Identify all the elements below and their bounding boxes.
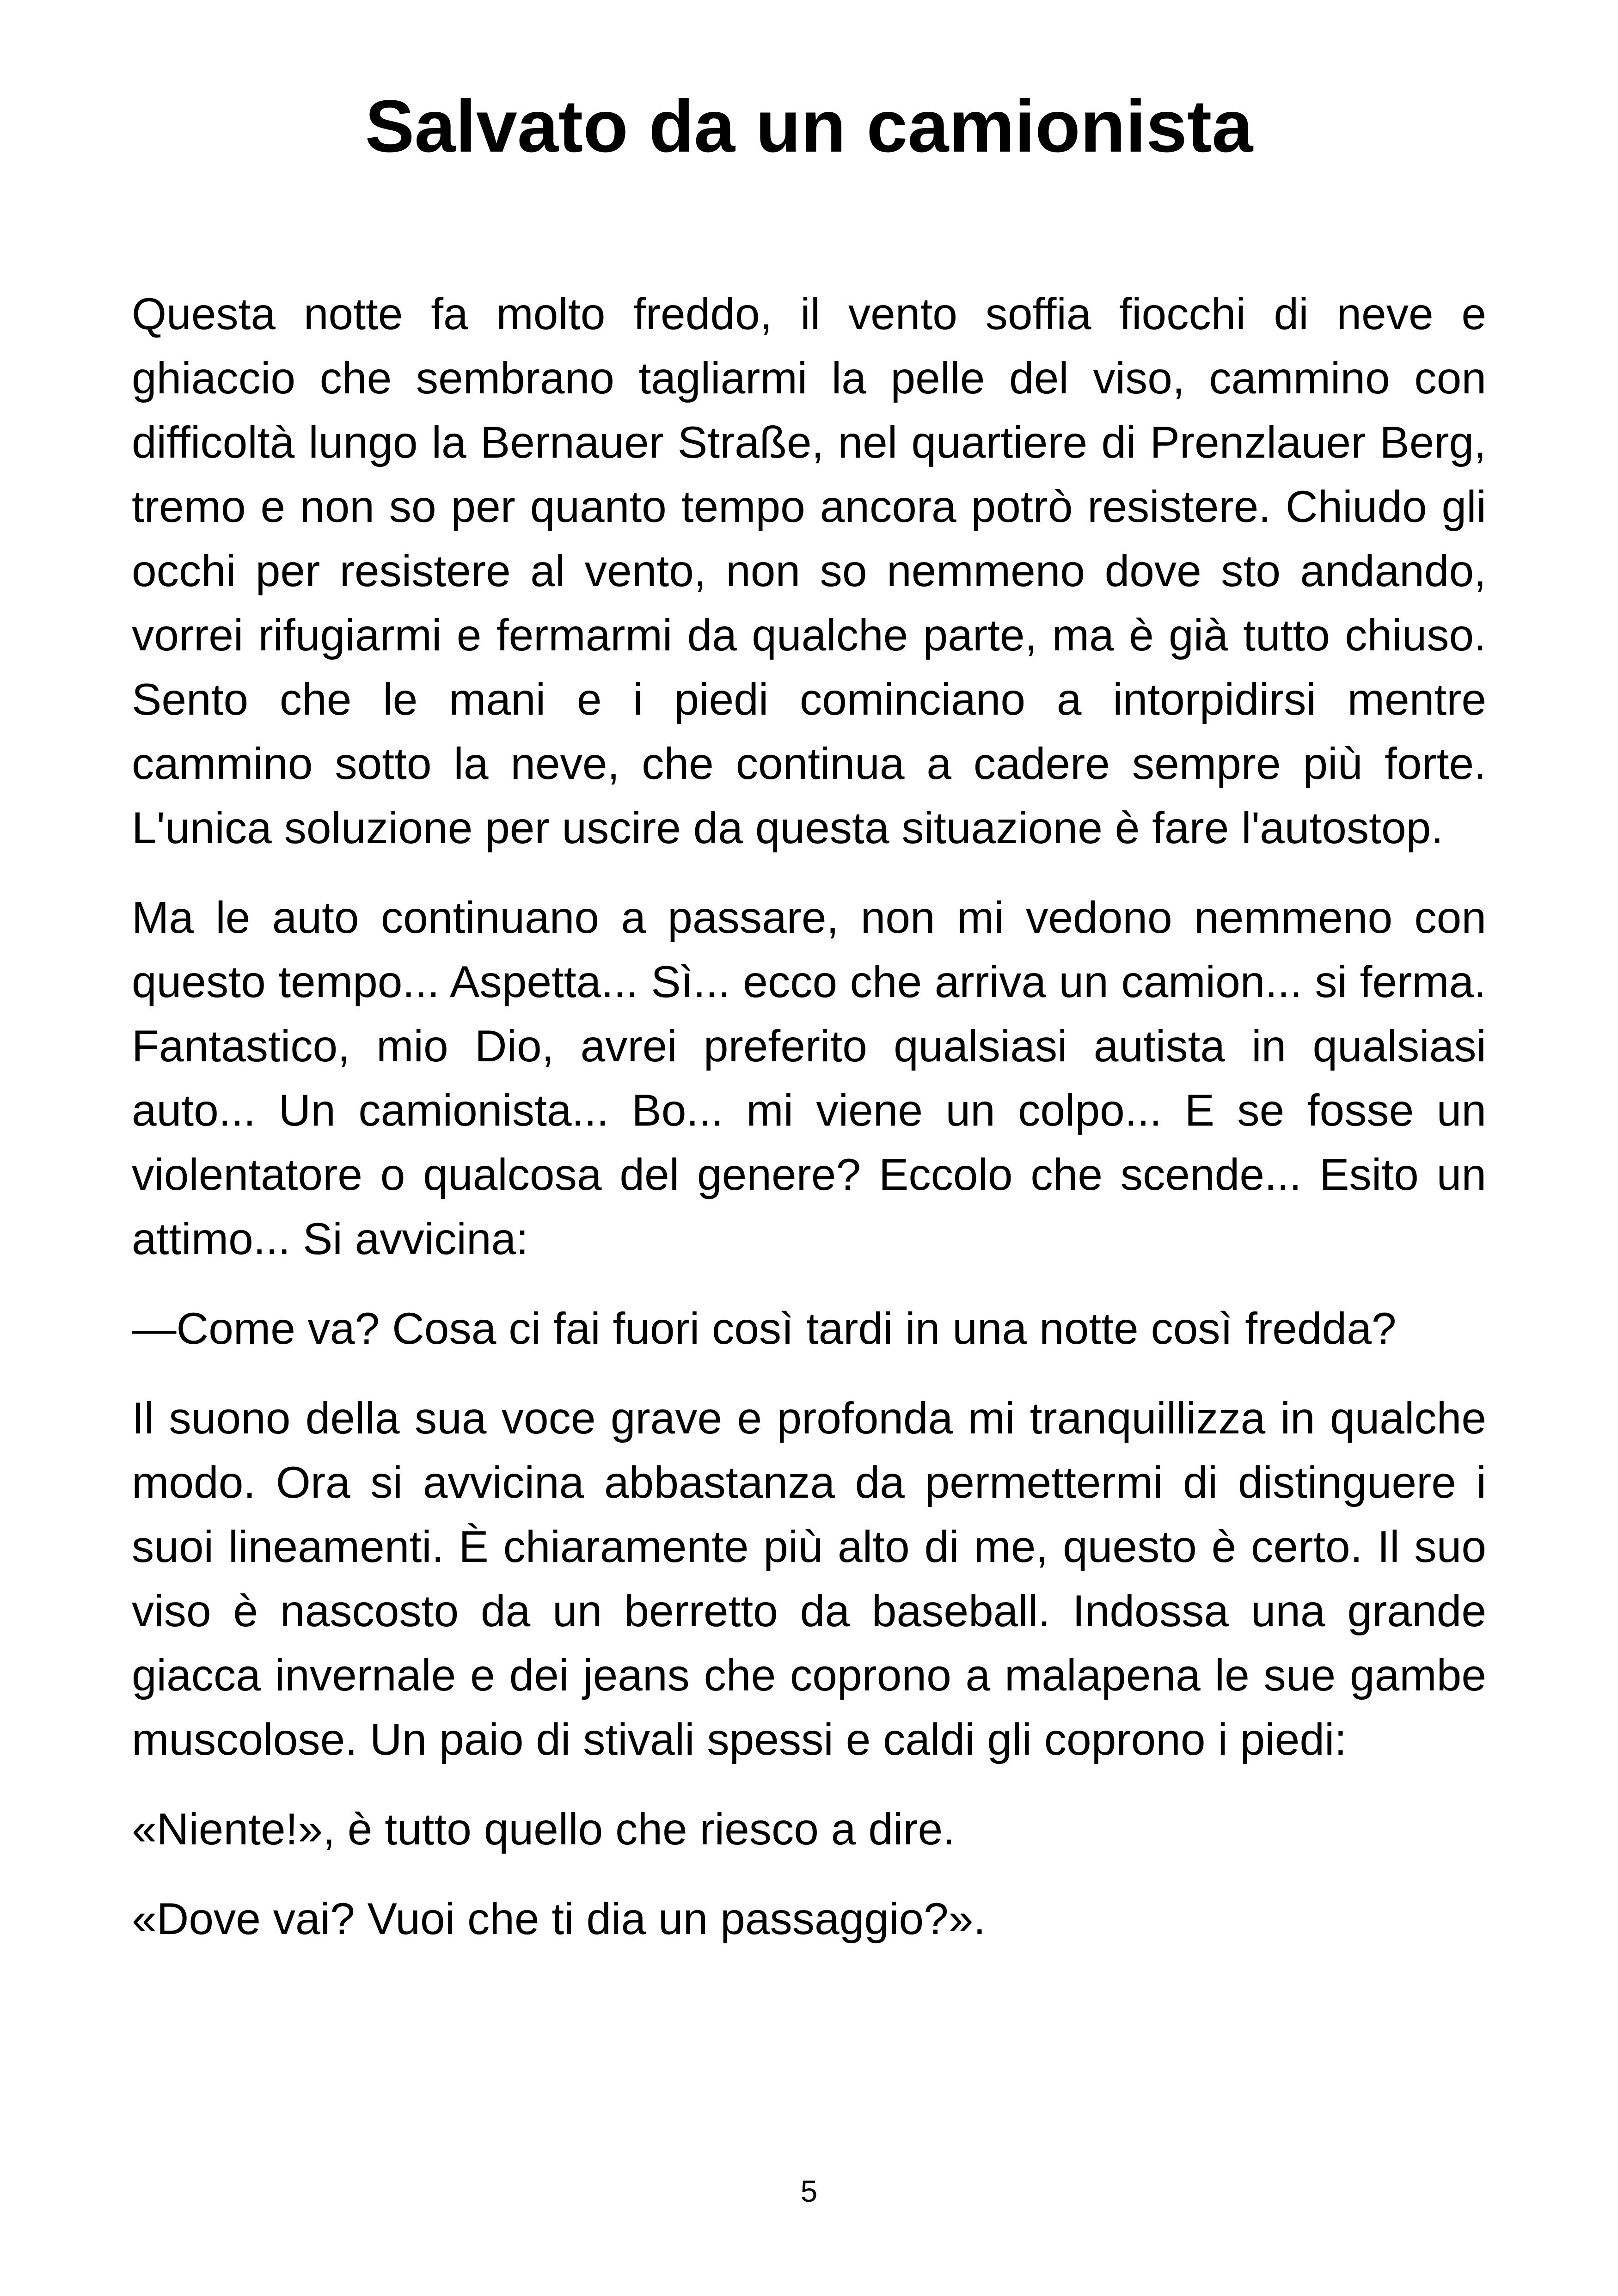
- page-title: Salvato da un camionista: [365, 85, 1253, 167]
- body-text: [132, 282, 1486, 1977]
- paragraph-3: —Come va? Cosa ci fai fuori così tardi in una notte così fredda?: [132, 1304, 1397, 1353]
- page-number: 5: [800, 2174, 818, 2208]
- paragraph-5: «Niente!», è tutto quello che riesco a dire.: [132, 1805, 955, 1854]
- paragraph-4: Il suono della sua voce grave e profonda mi tranquillizza in qualche modo. Ora si avvicina abbastanza da permettermi di distinguere i suoi lineamenti. È chiaramente più alto di me, questo è certo. Il suo viso è nascosto da un berretto da baseball. Indossa una grande giacca invernale e dei jeans che coprono a malapena le sue gambe muscolose. Un paio di stivali spessi e caldi gli coprono i piedi:: [132, 1394, 1486, 1764]
- paragraph-2: Ma le auto continuano a passare, non mi vedono nemmeno con questo tempo... Aspetta... Sì... ecco che arriva un camion... si ferma. Fantastico, mio Dio, avrei preferito qualsiasi autista in qualsiasi auto... Un camionista... Bo... mi viene un colpo... E se fosse un violentatore o qualcosa del genere? Eccolo che scende... Esito un attimo... Si avvicina:: [132, 893, 1486, 1264]
- paragraph-1: Questa notte fa molto freddo, il vento soffia fiocchi di neve e ghiaccio che sembrano tagliarmi la pelle del viso, cammino con difficoltà lungo la Bernauer Straße, nel quartiere di Prenzlauer Berg, tremo e non so per quanto tempo ancora potrò resistere. Chiudo gli occhi per resistere al vento, non so nemmeno dove sto andando, vorrei rifugiarmi e fermarmi da qualche parte, ma è già tutto chiuso. Sento che le mani e i piedi cominciano a intorpidirsi mentre cammino sotto la neve, che continua a cadere sempre più forte. L'unica soluzione per uscire da questa situazione è fare l'autostop.: [132, 289, 1486, 853]
- paragraph-6: «Dove vai? Vuoi che ti dia un passaggio?».: [132, 1894, 986, 1944]
